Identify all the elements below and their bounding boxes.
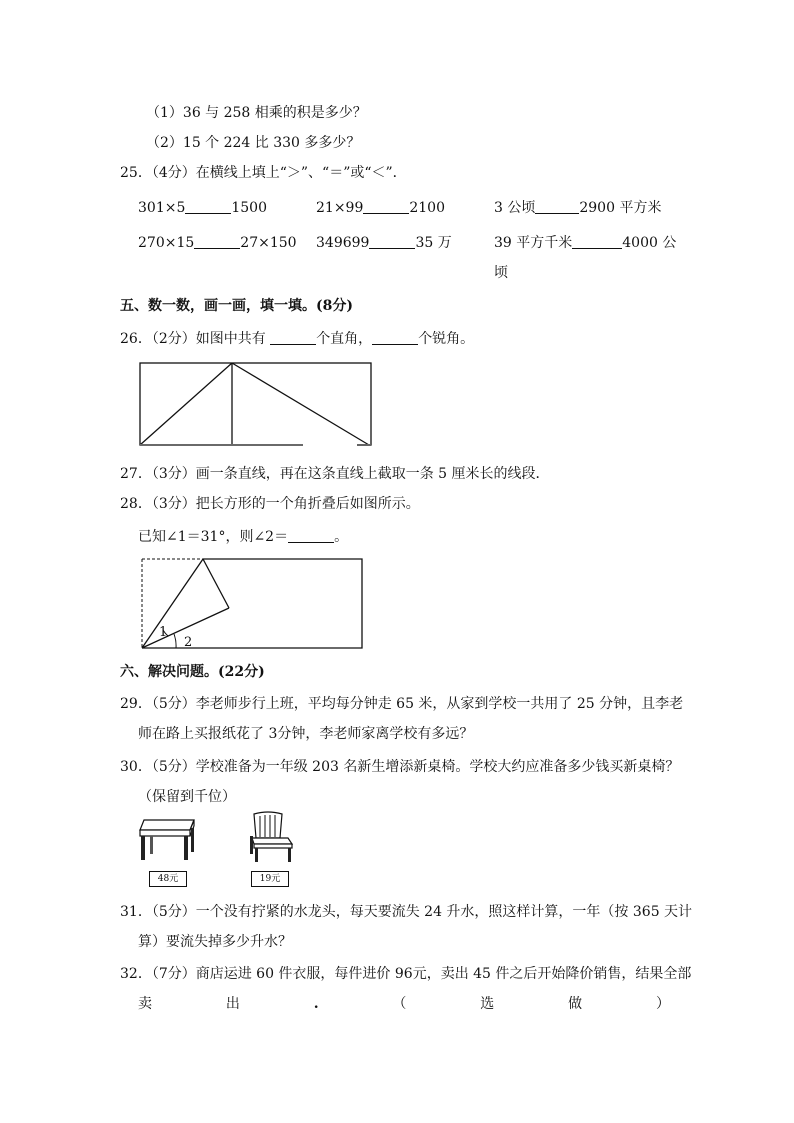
q24-sub1: （1）36 与 258 相乘的积是多少？ — [146, 105, 367, 121]
q32-line1: 32．（7分）商店运进 60 件衣服，每件进价 96元，卖出 45 件之后开始降价销售，结果全部 — [120, 966, 692, 982]
answer-blank[interactable] — [185, 199, 231, 214]
q27-question: 27．（3分）画一条直线，再在这条直线上截取一条 5 厘米长的线段． — [120, 466, 550, 482]
desk-icon — [136, 818, 198, 864]
answer-blank[interactable] — [535, 199, 579, 214]
q25-r2c2: 349699 35 万 — [316, 235, 452, 251]
acute-angle-count-blank[interactable] — [372, 330, 418, 345]
answer-blank[interactable] — [194, 234, 240, 249]
angle2-answer-blank[interactable] — [288, 528, 334, 543]
answer-blank[interactable] — [572, 234, 622, 249]
q30-line1: 30．（5分）学校准备为一年级 203 名新生增添新桌椅。学校大约应准备多少钱买新桌椅？ — [120, 759, 680, 775]
q25-r2c1: 270×15 27×150 — [138, 235, 297, 251]
q25-r2c3-wrap: 顷 — [494, 265, 508, 281]
right-angle-count-blank[interactable] — [270, 330, 316, 345]
q31-line1: 31．（5分）一个没有拧紧的水龙头，每天要流失 24 升水，照这样计算，一年（按 365 天计 — [120, 904, 693, 920]
q25-r1c1: 301×5 1500 — [138, 200, 267, 216]
q29-line2: 师在路上买报纸花了 3分钟，李老师家离学校有多远？ — [138, 726, 474, 742]
answer-blank[interactable] — [363, 199, 409, 214]
chair-price-tag: 19元 — [251, 871, 289, 887]
q31-line2: 算）要流失掉多少升水？ — [138, 934, 292, 950]
q30-line2: （保留到千位） — [138, 789, 236, 805]
q29-line1: 29．（5分）李老师步行上班，平均每分钟走 65 米，从家到学校一共用了 25 分钟，且李老 — [120, 696, 684, 712]
angle1-label: 1 — [159, 625, 168, 640]
desk-price-tag: 48元 — [149, 871, 187, 887]
q28-folded-rectangle-figure — [140, 556, 366, 650]
q28-question: 28．（3分）把长方形的一个角折叠后如图所示。 — [120, 496, 420, 512]
chair-icon — [244, 812, 296, 864]
q26-question: 26．（2分）如图中共有 个直角， 个锐角。 — [120, 331, 475, 347]
q26-angle-figure — [138, 360, 374, 450]
q25-r2c3: 39 平方千米 4000 公 — [494, 235, 677, 251]
section6-title: 六、解决问题。(22分) — [120, 664, 265, 680]
angle2-label: 2 — [184, 635, 193, 650]
q25-stem: 25．（4分）在横线上填上“＞”、“＝”或“＜”． — [120, 165, 407, 181]
answer-blank[interactable] — [369, 234, 415, 249]
section5-title: 五、数一数，画一画，填一填。(8分) — [120, 298, 353, 314]
q32-line2: 卖 出 . （ 选 做 ） — [138, 996, 670, 1012]
q25-r1c2: 21×99 2100 — [316, 200, 445, 216]
q25-r1c3: 3 公顷 2900 平方米 — [494, 200, 662, 216]
q24-sub2: （2）15 个 224 比 330 多多少？ — [146, 135, 361, 151]
q28-given: 已知∠1＝31°，则∠2＝ 。 — [138, 529, 349, 545]
